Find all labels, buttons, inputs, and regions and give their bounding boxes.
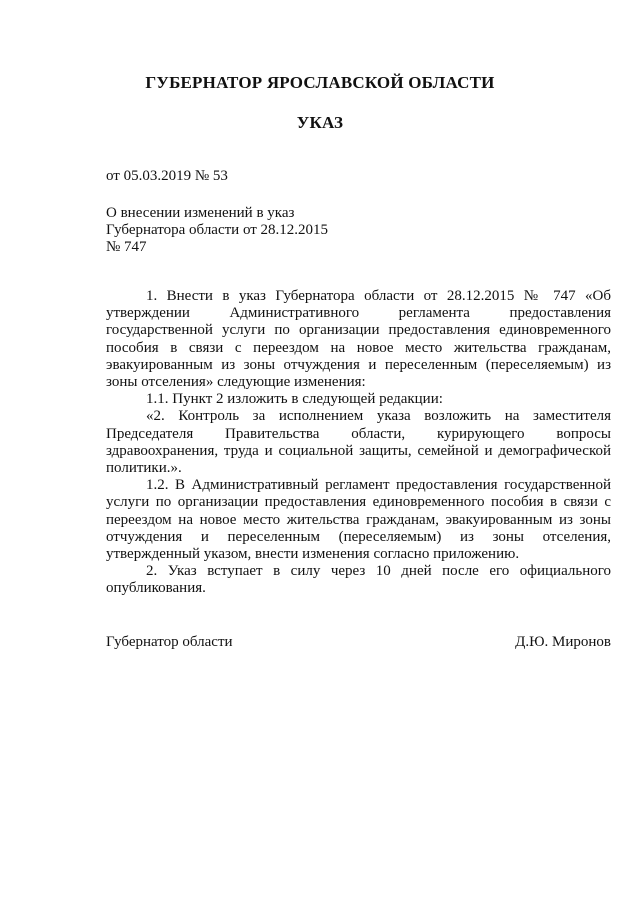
document-type-heading: УКАЗ — [296, 113, 344, 132]
subject-line-3: № 747 — [106, 239, 147, 255]
decree-date-number: от 05.03.2019 № 53 — [106, 168, 228, 184]
paragraph-1-2: 1.2. В Административный регламент предоставления государственной услуги по организации предоставления единовременного пособия в связи с переездом на новое место жительства гражданам, эвакуированным из зоны отчуждения и переселенным (переселяемым) из зоны отселения, утвержденный указом, внести изменения согласно приложению. — [106, 477, 611, 563]
subject-line-2: Губернатора области от 28.12.2015 — [106, 222, 329, 238]
decree-body — [106, 288, 611, 598]
paragraph-1: 1. Внести в указ Губернатора области от 28.12.2015 № 747 «Об утверждении Административного регламента предоставления государственной услуги по организации предоставления единовременного пособия в связи с переездом на новое место жительства гражданам, эвакуированным из зоны отчуждения и переселенным (переселяемым) из зоны отселения» следующие изменения: — [106, 288, 611, 391]
signatory-position: Губернатор области — [106, 634, 233, 650]
issuing-authority-heading: ГУБЕРНАТОР ЯРОСЛАВСКОЙ ОБЛАСТИ — [145, 73, 495, 92]
paragraph-1-1: 1.1. Пункт 2 изложить в следующей редакции: — [146, 391, 443, 408]
subject-line-1: О внесении изменений в указ — [106, 205, 295, 221]
paragraph-2: 2. Указ вступает в силу через 10 дней после его официального опубликования. — [106, 563, 611, 597]
decree-subject — [106, 205, 366, 256]
paragraph-1-1-quote: «2. Контроль за исполнением указа возложить на заместителя Председателя Правительства области, курирующего вопросы здравоохранения, труда и социальной защиты, семейной и демографической политики.». — [106, 408, 611, 477]
signatory-name: Д.Ю. Миронов — [515, 634, 611, 650]
